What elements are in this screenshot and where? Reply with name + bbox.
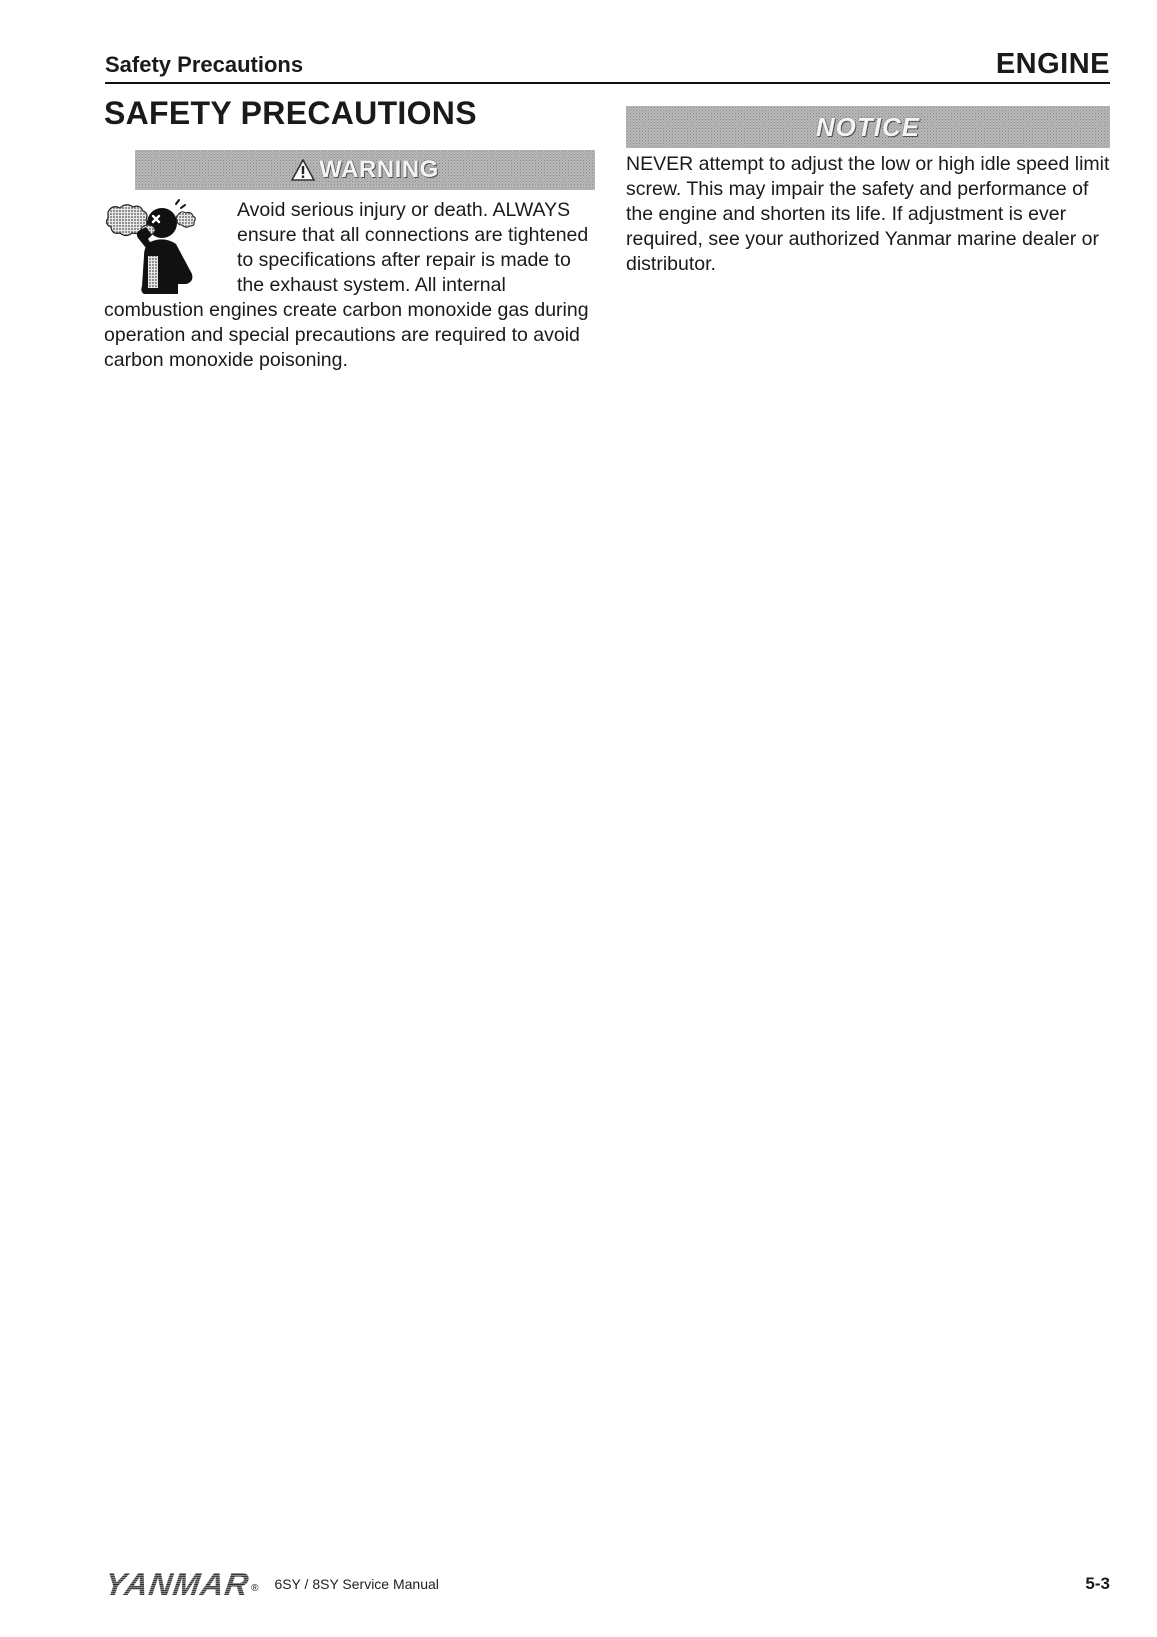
warning-body — [104, 198, 596, 373]
header-section: Safety Precautions — [105, 52, 304, 77]
warning-text: Avoid serious injury or death. ALWAYS ensure that all connections are tightened to specifications after repair is made to the exhaust system. All internal combustion engines create carbon monoxide gas during operation and special precautions are required to avoid carbon monoxide poisoning. — [104, 199, 589, 371]
warning-label: WARNING — [319, 156, 439, 183]
manual-title: 6SY / 8SY Service Manual — [274, 1576, 439, 1592]
warning-banner — [135, 150, 595, 190]
yanmar-logo: YANMAR — [102, 1565, 252, 1602]
running-header — [105, 44, 1110, 84]
page-number: 5-3 — [1085, 1574, 1110, 1593]
notice-banner — [626, 106, 1110, 148]
notice-label: NOTICE — [815, 111, 921, 142]
header-chapter: ENGINE — [995, 48, 1110, 80]
alert-triangle-icon — [291, 159, 315, 181]
page-footer — [102, 1565, 1110, 1602]
notice-text: NEVER attempt to adjust the low or high idle speed limit screw. This may impair the safety and performance of the engine and shorten its life. If adjustment is ever required, see your authorized Yanmar marine dealer or distributor. — [626, 153, 1110, 275]
carbon-monoxide-hazard-icon — [104, 198, 229, 298]
page-title: SAFETY PRECAUTIONS — [104, 95, 477, 131]
registered-mark: ® — [251, 1583, 259, 1594]
